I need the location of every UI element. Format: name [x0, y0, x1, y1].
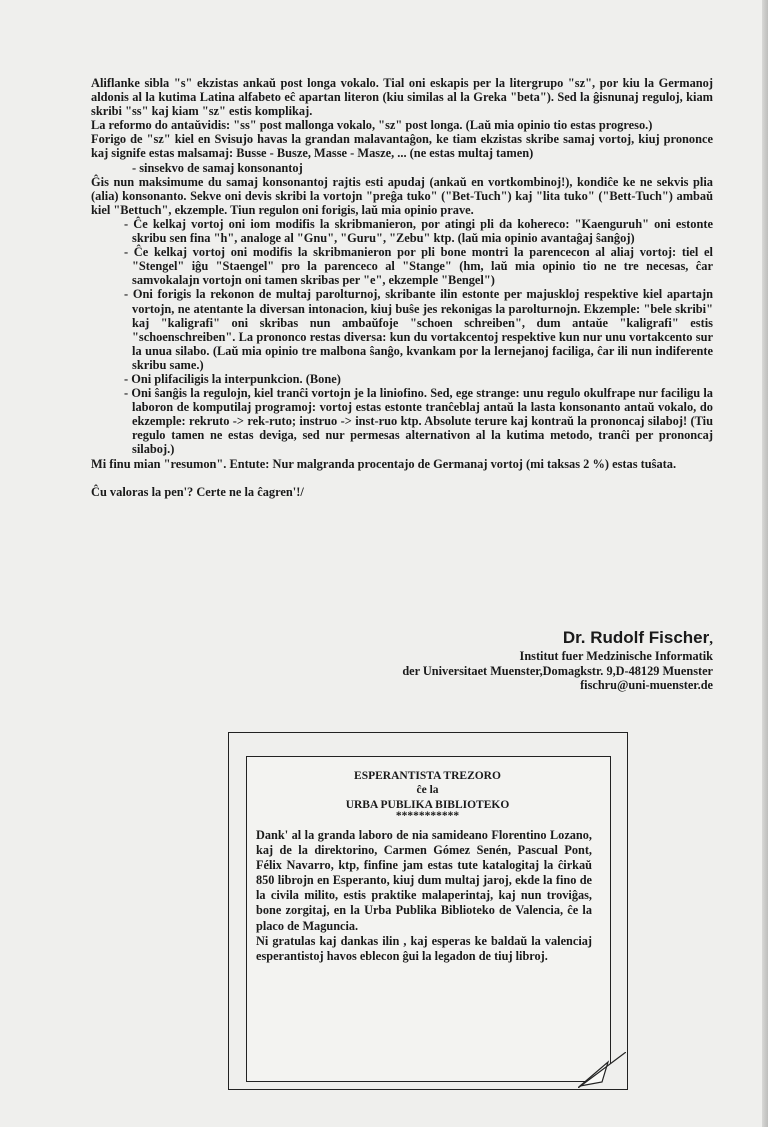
- closing-line: Ĉu valoras la pen'? Certe ne la ĉagren'!/: [91, 484, 304, 499]
- list-item: - Ĉe kelkaj vortoj oni iom modifis la skribmanieron, por atingi pli da kohereco: "Kaenguruh" oni estonte skribu sen fina "h", analoge al "Gnu", "Guru", "Zebu" ktp. (laŭ mia opinio avantaĝaj ŝanĝoj): [124, 216, 713, 246]
- author-address: der Universitaet Muenster,Domagkstr. 9,D-48129 Muenster: [402, 663, 713, 678]
- notice-paragraph: Dank' al la granda laboro de nia samideano Florentino Lozano, kaj de la direktorino, Carmen Gómez Senén, Pascual Pont, Félix Navarro, ktp, finfine jam estas tute katalogitaj la ĉirkaŭ 850 librojn en Esperanto, kiuj dum multaj jaroj, ekde la fino de la civila milito, estis praktike malaperintaj, kaj nun troviĝas, bone zorgitaj, en la Urba Publika Biblioteko de Valencia, ĉe la placo de Maguncia.: [256, 828, 592, 933]
- notice-title-line: URBA PUBLIKA BIBLIOTEKO: [345, 798, 510, 811]
- list-item: - Oni ŝanĝis la regulojn, kiel tranĉi vortojn je la liniofino. Sed, ege strange: unu regulo okulfrape nur faciligu la laboron de komputilaj programoj: vortoj estas estonte tranĉeblaj antaŭ la lasta konsonanto antaŭ vokalo, do ekzemple: rekruto -> rek-ruto; instruo -> inst-ruo ktp. Absolute terure kaj kontraŭ la prononcaj silaboj! (Tiu regulo tamen ne estas deviga, sed nur permesas alternativon al la kutima metodo, tranĉi per prononcaj silaboj.): [124, 386, 713, 457]
- notice-body: [256, 828, 592, 964]
- article-body: [91, 76, 713, 499]
- list-item: - Oni forigis la rekonon de multaj parolturnoj, skribante ilin estonte per majuskloj respektive kiel apartajn vortojn, ne atentante la diversan intonacion, kiuj buŝe jes rekonigas la parolturnojn. Ekzemple: "bele skribi" kaj "kaligrafi" oni skribas nun ambaŭfoje "schoen schreiben", dum antaŭe "kaligrafi" estis "schoenschreiben". La prononco restas diversa: kun du vortakcentoj respektive kun nur unu vortakcento sur la unua silabo. (Laŭ mia opinio tre malbona ŝanĝo, kvankam por la lernejanoj faciliga, ĉar ili nun indiferente skribu same.): [124, 287, 713, 372]
- author-institute: Institut fuer Medzinische Informatik: [519, 649, 713, 663]
- author-name-comma: ,: [709, 631, 713, 647]
- author-signature: [402, 628, 713, 693]
- author-name: Dr. Rudolf Fischer: [562, 628, 710, 647]
- list-item: - Ĉe kelkaj vortoj oni modifis la skribmanieron por pli bone montri la parencecon al aliaj vortoj: tiel el "Stengel" iĝu "Staengel" pro la parenceco al "Stange" (hm, laŭ mia opinio tio ne tre necesas, ĉar samvokalajn vortojn oni tamen skribas per "e", ekzemple "Bengel"): [124, 245, 713, 288]
- paragraph: Mi finu mian "resumon". Entute: Nur malgranda procentajo de Germanaj vortoj (mi taksas 2 %) estas tuŝata.: [91, 456, 677, 471]
- notice-heading: [246, 769, 609, 821]
- notice-title-line: ĉe la: [416, 784, 439, 797]
- paragraph: Ĝis nun maksimume du samaj konsonantoj rajtis esti apudaj (ankaŭ en vortkombinoj!), kondiĉe ke ne sekvis plia (alia) konsonanto. Sekve oni devis skribi la vortojn "preĝa tuko" ("Bet-Tuch") kaj "lita tuko" ("Bett-Tuch") ambaŭ kiel "Bettuch", ekzemple. Tiun regulon oni forigis, laŭ mia opinio prave.: [91, 174, 713, 217]
- paragraph: La reformo do antaŭvidis: "ss" post mallonga vokalo, "sz" post longa. (Laŭ mia opinio tio estas progreso.): [91, 118, 653, 133]
- list-item: - Oni plifaciligis la interpunkcion. (Bone): [124, 371, 341, 386]
- paragraph: Forigo de "sz" kiel en Svisujo havas la grandan malavantaĝon, ke tiam ekzistas skribe samaj vortoj, kiuj prononce kaj signife estas malsamaj: Busse - Busze, Masse - Masze, ... (ne estas multaj tamen): [91, 132, 713, 161]
- paragraph: Aliflanke sibla "s" ekzistas ankaŭ post longa vokalo. Tial oni eskapis per la litergrupo "sz", por kiu la Germanoj aldonis al la kutima Latina alfabeto eĉ apartan literon (kiu similas al la Greka "beta"). Sed la ĝisnunaj reguloj, kiam skribi "ss" kaj kiam "sz" estis komplikaj.: [91, 76, 713, 119]
- section-heading: - sinsekvo de samaj konsonantoj: [132, 160, 303, 175]
- notice-paragraph: Ni gratulas kaj dankas ilin , kaj esperas ke baldaŭ la valenciaj esperantistoj havos eblecon ĝui la legadon de tiuj libroj.: [256, 933, 592, 963]
- page-curl-corner: [578, 1052, 626, 1088]
- author-email: fischru@uni-muenster.de: [580, 678, 713, 692]
- notice-title-line: ESPERANTISTA TREZORO: [354, 770, 501, 782]
- notice-stars: ***********: [395, 809, 460, 822]
- page-edge-shadow: [762, 0, 768, 1127]
